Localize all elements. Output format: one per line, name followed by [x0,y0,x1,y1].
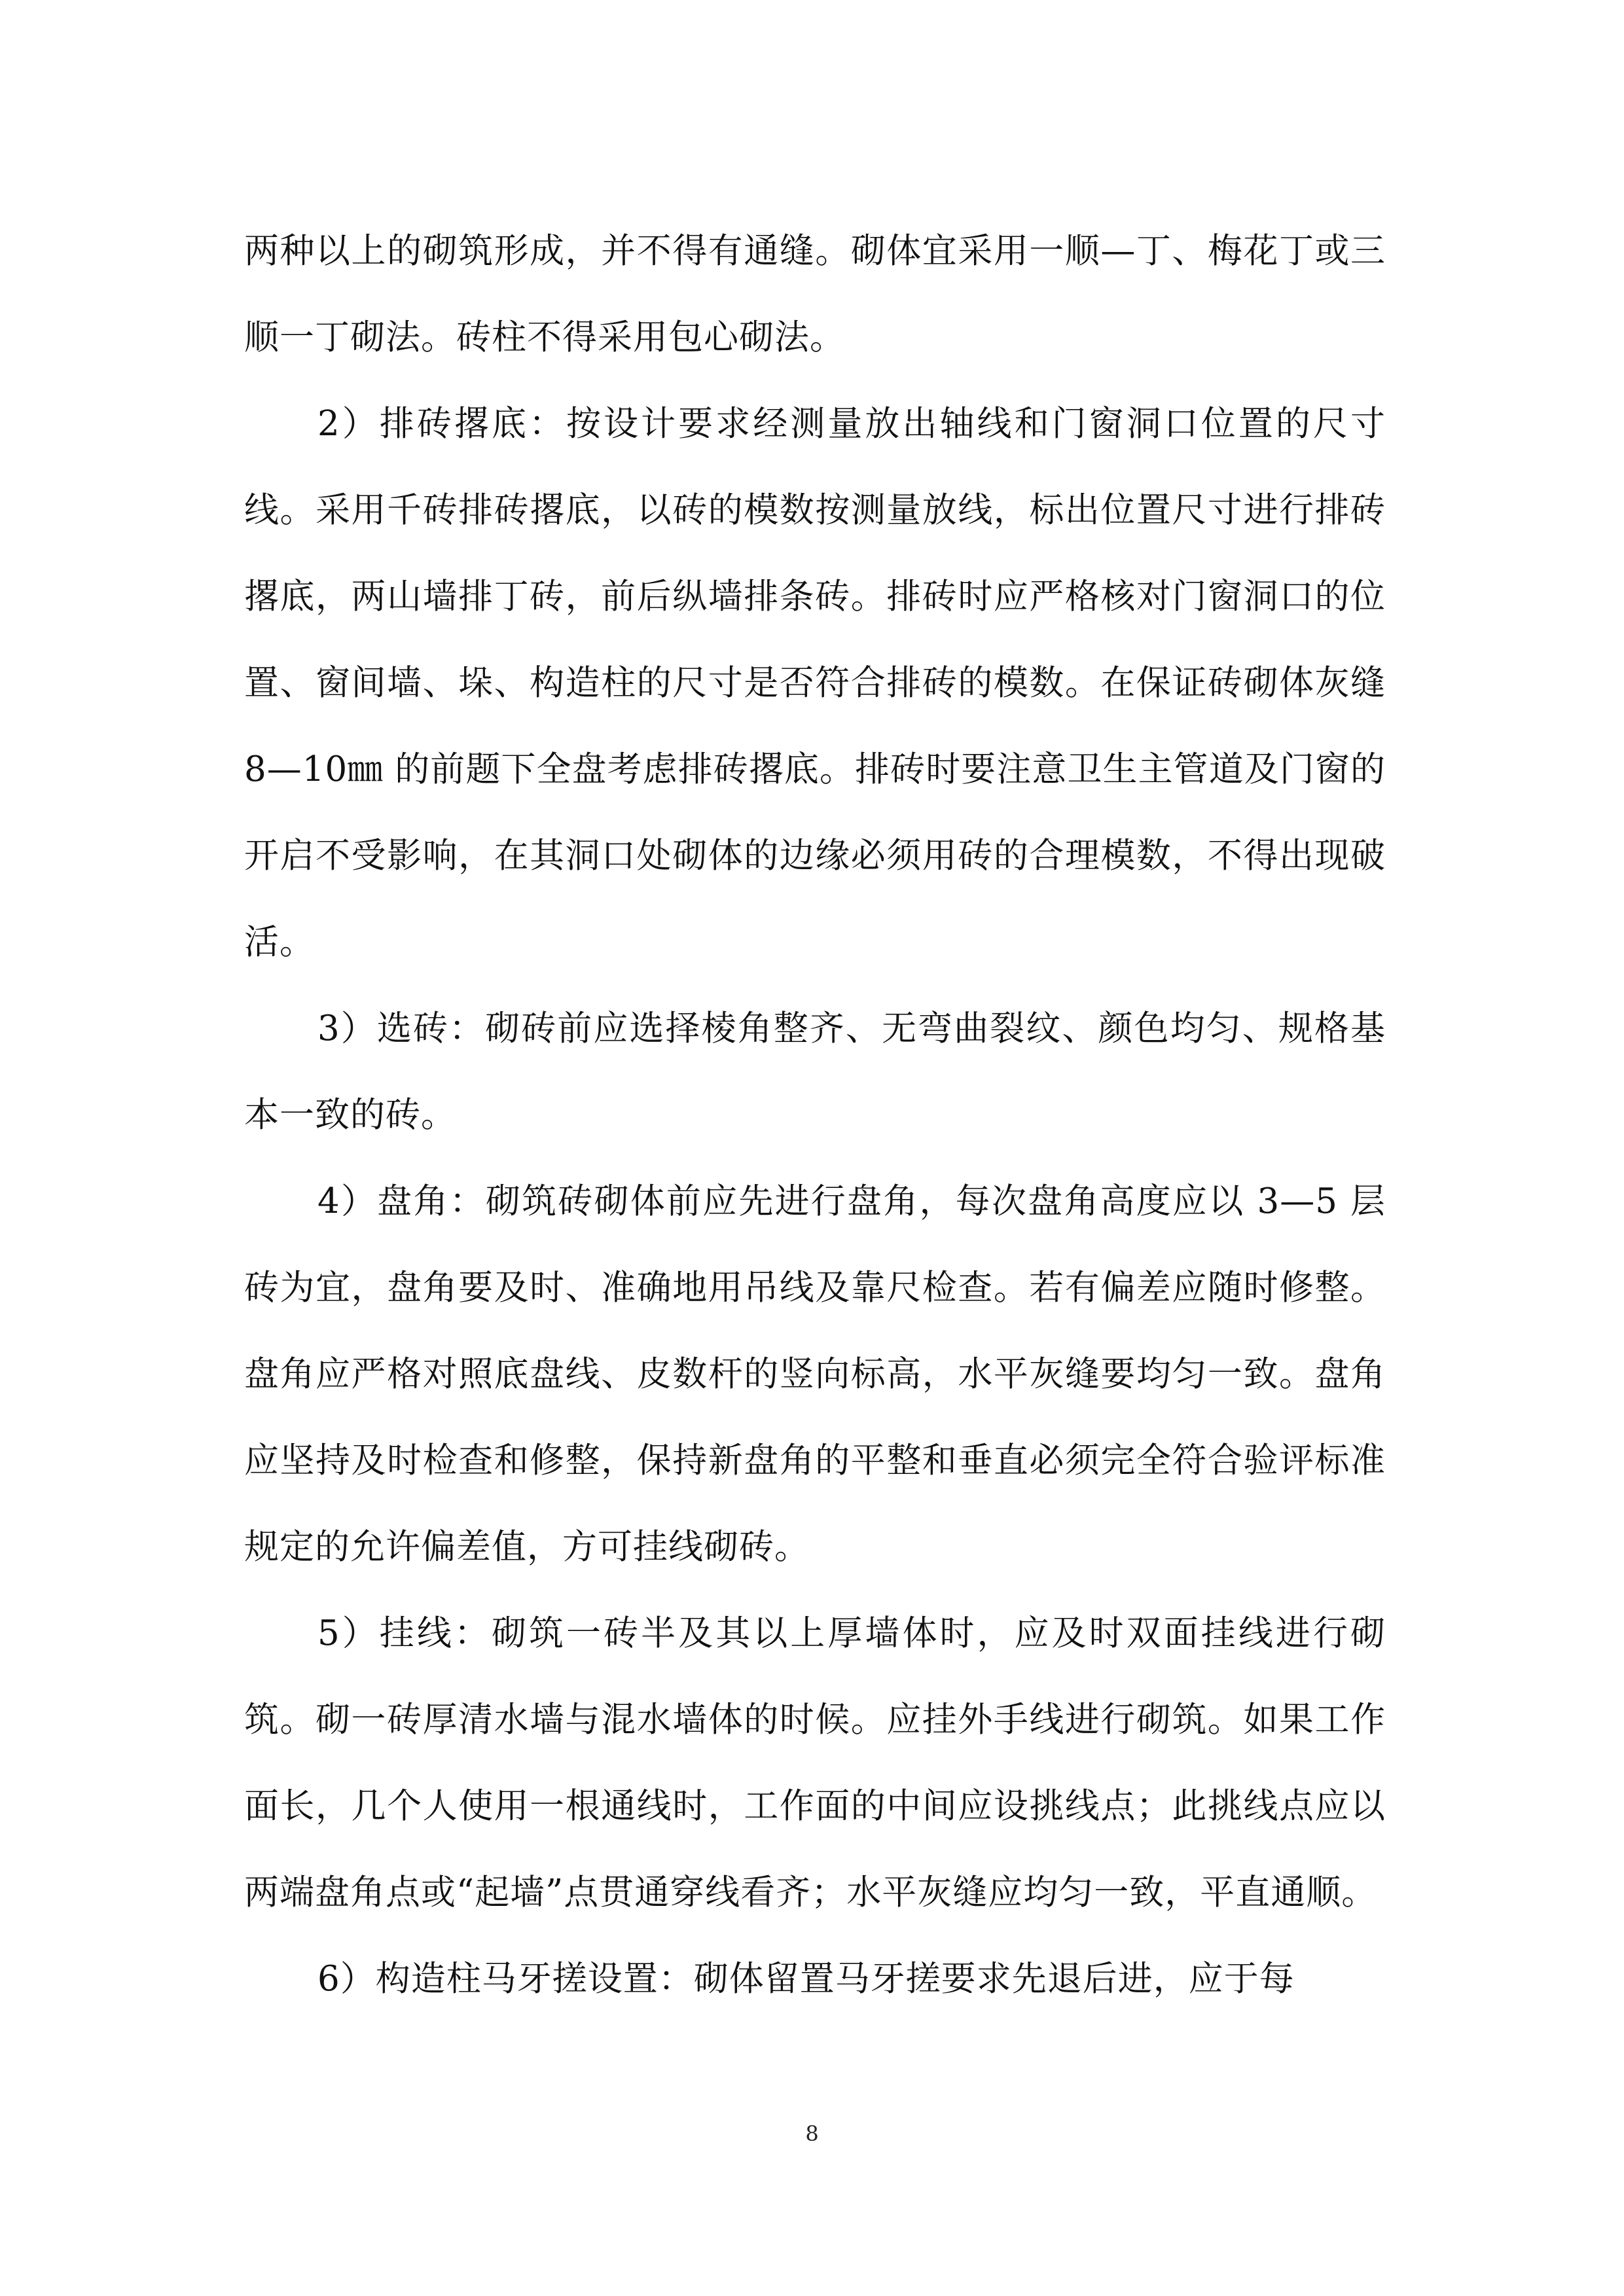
paragraph-line-setting: 5）挂线：砌筑一砖半及其以上厚墙体时，应及时双面挂线进行砌筑。砌一砖厚清水墙与混水墙体的时候。应挂外手线进行砌筑。如果工作面长，几个人使用一根通线时，工作面的中间应设挑线点；此挑线点应以两端盘角点或“起墙”点贯通穿线看齐；水平灰缝应均匀一致，平直通顺。 [244,1613,1386,1912]
paragraph-brick-selection: 3）选砖：砌砖前应选择棱角整齐、无弯曲裂纹、颜色均匀、规格基本一致的砖。 [244,1009,1386,1135]
paragraph-column-toothing: 6）构造柱马牙搓设置：砌体留置马牙搓要求先退后进，应于每 [317,1959,1295,1999]
paragraph-continuation: 两种以上的砌筑形成，并不得有通缝。砌体宜采用一顺—丁、梅花丁或三顺一丁砌法。砖柱不得采用包心砌法。 [244,231,1386,357]
body-text [244,208,1386,2022]
paragraph-corner-building: 4）盘角：砌筑砖砌体前应先进行盘角，每次盘角高度应以 3—5 层砖为宜，盘角要及时、准确地用吊线及靠尺检查。若有偏差应随时修整。盘角应严格对照底盘线、皮数杆的竖向标高，水平灰缝要均匀一致。盘角应坚持及时检查和修整，保持新盘角的平整和垂直必须完全符合验评标准规定的允许偏差值，方可挂线砌砖。 [244,1181,1386,1567]
page-number: 8 [805,2121,819,2146]
paragraph-brick-layout: 2）排砖撂底：按设计要求经测量放出轴线和门窗洞口位置的尺寸线。采用千砖排砖撂底，以砖的模数按测量放线，标出位置尺寸进行排砖撂底，两山墙排丁砖，前后纵墙排条砖。排砖时应严格核对门窗洞口的位置、窗间墙、垛、构造柱的尺寸是否符合排砖的模数。在保证砖砌体灰缝 8—10㎜ 的前题下全盘考虑排砖撂底。排砖时要注意卫生主管道及门窗的开启不受影响，在其洞口处砌体的边缘必须用砖的合理模数，不得出现破活。 [244,404,1386,962]
